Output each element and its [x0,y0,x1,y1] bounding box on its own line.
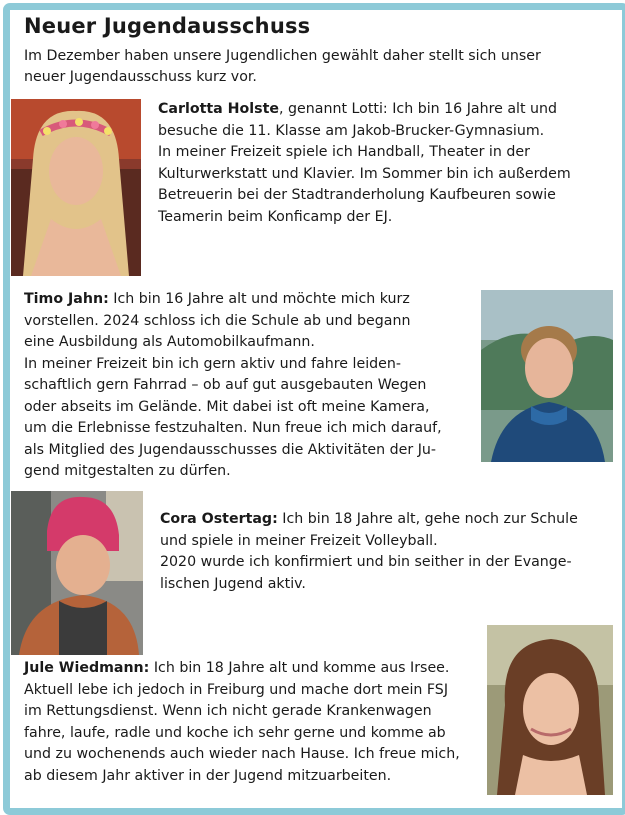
intro-line: Im Dezember haben unsere Jugendlichen gewählt daher stellt sich unser [24,48,541,64]
bio-line: ab diesem Jahr aktiver in der Jugend mitzuarbeiten. [24,767,392,784]
page-title: Neuer Jugendausschuss [24,14,311,38]
bio-line: Aktuell lebe ich jedoch in Freiburg und mache dort mein FSJ [24,681,449,698]
bio-line: und spiele in meiner Freizeit Volleyball. [160,532,438,549]
member-bio [24,658,460,787]
member-bio [24,289,442,483]
member-name: Jule Wiedmann: [24,660,150,676]
bio-line: In meiner Freizeit bin ich gern aktiv und fahre leiden- [24,355,401,372]
member-bio [158,99,571,228]
bio-line: Kulturwerkstatt und Klavier. Im Sommer bin ich außerdem [158,165,571,182]
bio-line: In meiner Freizeit spiele ich Handball, Theater in der [158,144,530,160]
bio-first-line [24,658,460,680]
photo-jule [487,625,613,795]
bio-line: schaftlich gern Fahrrad – ob auf gut ausgebauten Wegen [24,377,427,393]
bio-line: eine Ausbildung als Automobilkaufmann. [24,334,315,350]
bio-line: Teamerin beim Konficamp der EJ. [158,208,393,225]
bio-text: , genannt Lotti: Ich bin 16 Jahre alt und [279,101,558,117]
photo-timo [481,290,613,462]
bio-line: um die Erlebnisse festzuhalten. Nun freue ich mich darauf, [24,420,442,436]
bio-line: Betreuerin bei der Stadtranderholung Kaufbeuren sowie [158,187,556,203]
bio-first-line [160,509,578,531]
bio-text: Ich bin 18 Jahre alt und komme aus Irsee. [149,660,450,676]
bio-line: vorstellen. 2024 schloss ich die Schule ab und begann [24,312,411,329]
intro-text [24,46,541,88]
bio-line: und zu wochenends auch wieder nach Hause. Ich freue mich, [24,746,460,762]
member-name: Carlotta Holste [158,101,280,117]
member-name: Timo Jahn: [24,291,109,307]
photo-cora [11,491,143,655]
bio-line: oder abseits im Gelände. Mit dabei ist oft meine Kamera, [24,398,430,415]
bio-text: Ich bin 16 Jahre alt und möchte mich kurz [108,291,410,307]
photo-carlotta [11,99,141,276]
intro-line: neuer Jugendausschuss kurz vor. [24,69,257,85]
bio-line: lischen Jugend aktiv. [160,575,306,592]
bio-line: besuche die 11. Klasse am Jakob-Brucker-Gymnasium. [158,122,545,139]
bio-first-line [24,289,442,311]
bio-line: im Rettungsdienst. Wenn ich nicht gerade Krankenwagen [24,703,432,719]
member-bio [160,509,578,595]
bio-first-line [158,99,571,121]
bio-line: fahre, laufe, radle und koche ich sehr gerne und komme ab [24,724,446,741]
bio-line: 2020 wurde ich konfirmiert und bin seither in der Evange- [160,554,572,570]
bio-line: als Mitglied des Jugendausschusses die Aktivitäten der Ju- [24,441,436,458]
bio-text: Ich bin 18 Jahre alt, gehe noch zur Schule [277,511,578,527]
member-name: Cora Ostertag: [160,511,278,527]
bio-line: gend mitgestalten zu dürfen. [24,463,231,479]
